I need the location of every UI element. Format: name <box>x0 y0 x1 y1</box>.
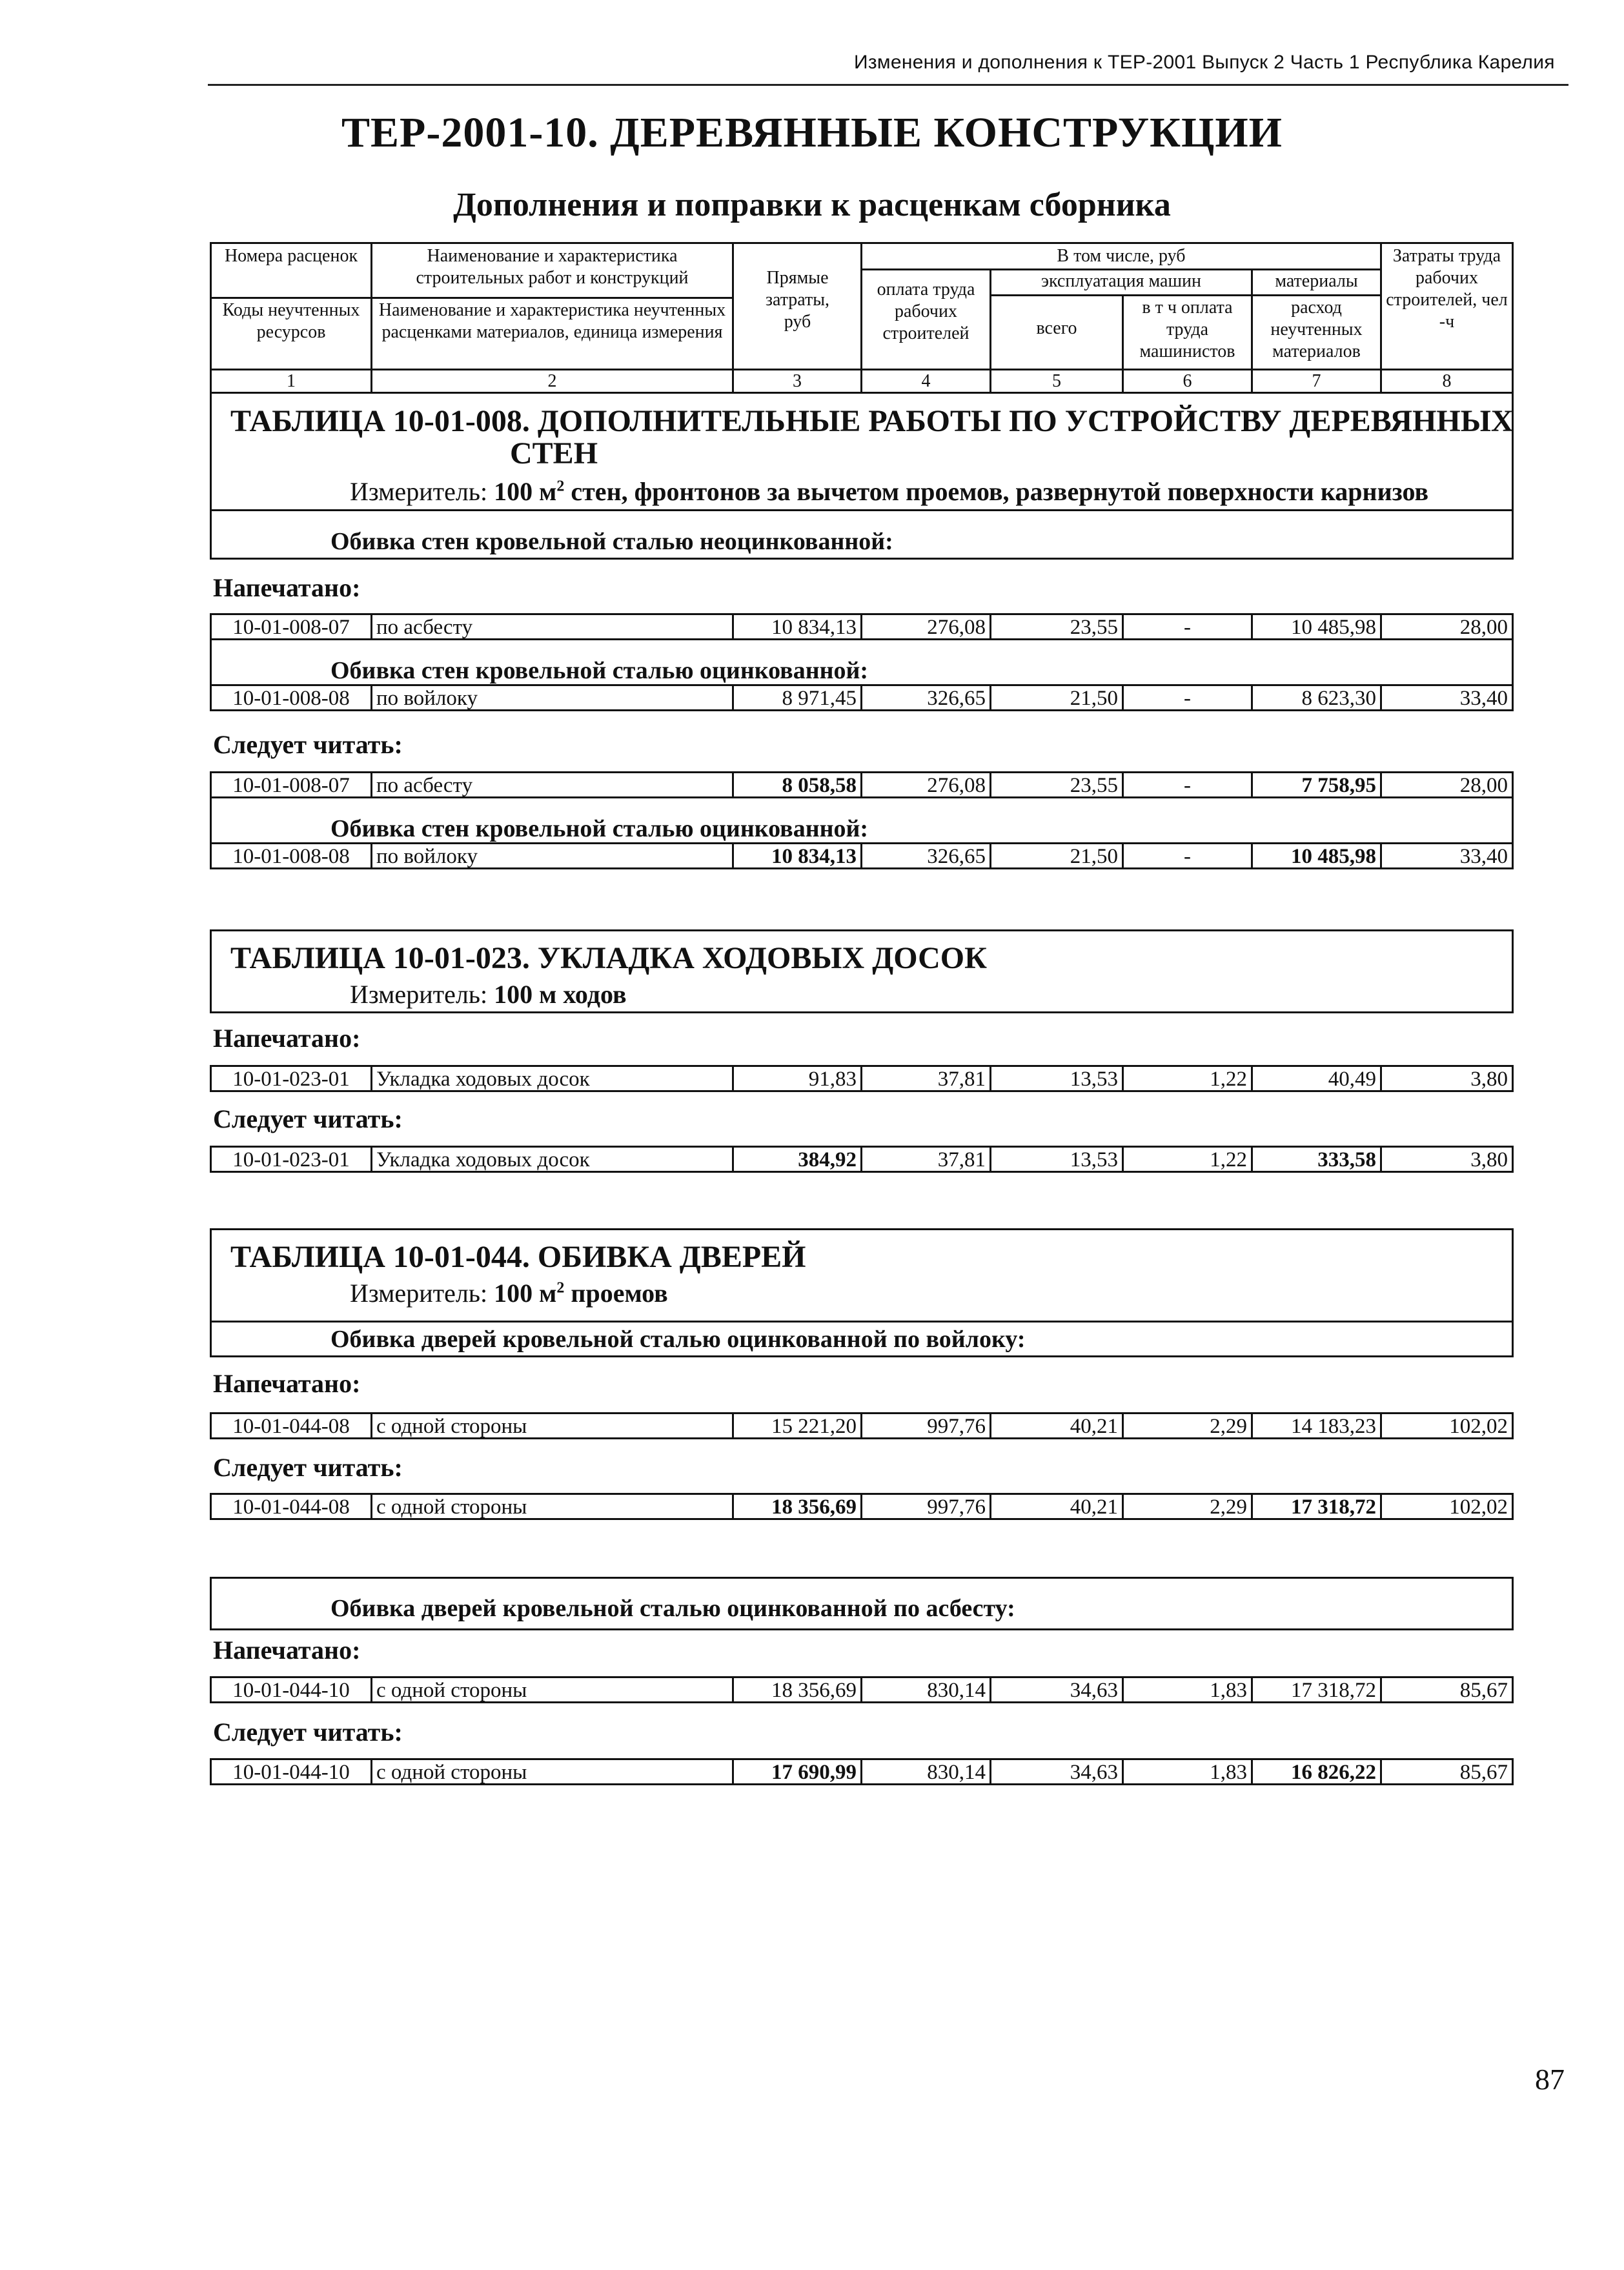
section3-meter: Измеритель: 100 $м^2$ проемов <box>350 1279 668 1308</box>
code-cell: 10-01-023-01 <box>210 1146 370 1173</box>
value-cell: 85,67 <box>1380 1676 1514 1703</box>
table-row <box>210 684 1514 711</box>
value-cell: 16 826,22 <box>1251 1758 1380 1785</box>
name-cell: Укладка ходовых досок <box>370 1146 732 1173</box>
value-cell: 17 318,72 <box>1251 1493 1380 1520</box>
value-cell: 40,49 <box>1251 1065 1380 1092</box>
value-cell: 21,50 <box>990 684 1122 711</box>
code-cell: 10-01-044-10 <box>210 1758 370 1785</box>
name-cell: Укладка ходовых досок <box>370 1065 732 1092</box>
materials-label: материалы <box>1275 271 1358 291</box>
value-cell: 102,02 <box>1380 1493 1514 1520</box>
section2-meter: Измеритель: 100 м ходов <box>350 980 627 1009</box>
table-row <box>210 1493 1514 1520</box>
col6-label: в т ч оплата труда машинистов <box>1139 298 1235 361</box>
value-cell: 15 221,20 <box>732 1412 860 1439</box>
value-cell: 3,80 <box>1380 1146 1514 1173</box>
table-header <box>210 242 1514 394</box>
printed-label: Напечатано: <box>213 1636 361 1665</box>
section1-meter: Измеритель: 100 $м^2$ стен, фронтонов за вычетом проемов, развернутой поверхности карнизов <box>350 477 1429 506</box>
table-row <box>210 1065 1514 1092</box>
name-cell: по асбесту <box>370 771 732 798</box>
table-row <box>210 1758 1514 1785</box>
code-cell: 10-01-008-08 <box>210 842 370 869</box>
page-subtitle: Дополнения и поправки к расценкам сборника <box>453 187 1171 223</box>
col3-label: Прямые затраты, руб <box>765 268 830 332</box>
name-cell: с одной стороны <box>370 1758 732 1785</box>
section2-title: ТАБЛИЦА 10-01-023. УКЛАДКА ХОДОВЫХ ДОСОК <box>230 941 987 975</box>
group-label: В том числе, руб <box>1057 246 1186 266</box>
value-cell: 333,58 <box>1251 1146 1380 1173</box>
col-number: 8 <box>1442 371 1452 391</box>
value-cell: 10 485,98 <box>1251 613 1380 640</box>
value-cell: 18 356,69 <box>732 1493 860 1520</box>
name-cell: по войлоку <box>370 842 732 869</box>
printed-label: Напечатано: <box>213 1024 361 1053</box>
value-cell: 23,55 <box>990 771 1122 798</box>
section1-title-line1: ТАБЛИЦА 10-01-008. ДОПОЛНИТЕЛЬНЫЕ РАБОТЫ ПО УСТРОЙСТВУ ДЕРЕВЯННЫХ <box>230 404 1514 438</box>
value-cell: 28,00 <box>1380 613 1514 640</box>
value-cell: 85,67 <box>1380 1758 1514 1785</box>
section3-title: ТАБЛИЦА 10-01-044. ОБИВКА ДВЕРЕЙ <box>230 1240 806 1274</box>
col-number: 1 <box>287 371 296 391</box>
section1-group2: Обивка стен кровельной сталью оцинкованной: <box>330 657 869 684</box>
value-cell: - <box>1122 684 1251 711</box>
value-cell: 17 690,99 <box>732 1758 860 1785</box>
col2-bottom-label: Наименование и характеристика неучтенных расценками материалов, единица измерения <box>378 300 726 342</box>
value-cell: 326,65 <box>860 842 990 869</box>
value-cell: 40,21 <box>990 1493 1122 1520</box>
table-row <box>210 613 1514 640</box>
value-cell: 34,63 <box>990 1676 1122 1703</box>
col-number: 4 <box>921 371 931 391</box>
code-cell: 10-01-023-01 <box>210 1065 370 1092</box>
code-cell: 10-01-008-07 <box>210 613 370 640</box>
value-cell: 18 356,69 <box>732 1676 860 1703</box>
value-cell: 8 058,58 <box>732 771 860 798</box>
value-cell: - <box>1122 842 1251 869</box>
value-cell: 10 834,13 <box>732 842 860 869</box>
should-read-label: Следует читать: <box>213 730 403 759</box>
name-cell: по войлоку <box>370 684 732 711</box>
col-number: 2 <box>547 371 557 391</box>
header-rule <box>208 84 1568 86</box>
value-cell: 830,14 <box>860 1758 990 1785</box>
name-cell: с одной стороны <box>370 1676 732 1703</box>
col5-label: всего <box>1036 318 1077 338</box>
value-cell: 8 971,45 <box>732 684 860 711</box>
col-number: 3 <box>793 371 802 391</box>
col1-bottom-label: Коды неучтенных ресурсов <box>222 300 360 342</box>
value-cell: 1,22 <box>1122 1146 1251 1173</box>
value-cell: 13,53 <box>990 1065 1122 1092</box>
value-cell: 276,08 <box>860 613 990 640</box>
section1-group2-repeat: Обивка стен кровельной сталью оцинкованной: <box>330 815 869 842</box>
value-cell: 23,55 <box>990 613 1122 640</box>
value-cell: 13,53 <box>990 1146 1122 1173</box>
machines-label: эксплуатация машин <box>1041 271 1201 291</box>
printed-label: Напечатано: <box>213 573 361 602</box>
col7-label: расход неучтенных материалов <box>1270 298 1363 361</box>
value-cell: 276,08 <box>860 771 990 798</box>
value-cell: 8 623,30 <box>1251 684 1380 711</box>
value-cell: - <box>1122 771 1251 798</box>
value-cell: 33,40 <box>1380 842 1514 869</box>
col1-top-label: Номера расценок <box>224 246 358 266</box>
page-number: 87 <box>1535 2063 1565 2096</box>
value-cell: 1,83 <box>1122 1758 1251 1785</box>
should-read-label: Следует читать: <box>213 1718 403 1747</box>
table-row <box>210 1676 1514 1703</box>
section4-group1: Обивка дверей кровельной сталью оцинкованной по асбесту: <box>330 1595 1015 1622</box>
code-cell: 10-01-044-08 <box>210 1493 370 1520</box>
table-row <box>210 1412 1514 1439</box>
value-cell: 830,14 <box>860 1676 990 1703</box>
value-cell: 28,00 <box>1380 771 1514 798</box>
value-cell: 33,40 <box>1380 684 1514 711</box>
should-read-label: Следует читать: <box>213 1104 403 1133</box>
col2-top-label: Наименование и характеристика строительных работ и конструкций <box>416 246 689 288</box>
value-cell: 37,81 <box>860 1065 990 1092</box>
value-cell: 1,83 <box>1122 1676 1251 1703</box>
col-number: 6 <box>1182 371 1192 391</box>
value-cell: 91,83 <box>732 1065 860 1092</box>
value-cell: 34,63 <box>990 1758 1122 1785</box>
section3-group1: Обивка дверей кровельной сталью оцинкованной по войлоку: <box>330 1326 1026 1353</box>
table-row <box>210 771 1514 798</box>
value-cell: 326,65 <box>860 684 990 711</box>
value-cell: 2,29 <box>1122 1412 1251 1439</box>
col-number: 7 <box>1312 371 1321 391</box>
should-read-label: Следует читать: <box>213 1453 403 1482</box>
code-cell: 10-01-008-07 <box>210 771 370 798</box>
value-cell: 384,92 <box>732 1146 860 1173</box>
name-cell: с одной стороны <box>370 1412 732 1439</box>
col8-label: Затраты труда рабочих строителей, чел -ч <box>1386 246 1508 332</box>
section1-group1: Обивка стен кровельной сталью неоцинкованной: <box>330 528 893 555</box>
section1-title-line2: СТЕН <box>510 436 598 471</box>
code-cell: 10-01-044-08 <box>210 1412 370 1439</box>
code-cell: 10-01-008-08 <box>210 684 370 711</box>
table-row <box>210 1146 1514 1173</box>
value-cell: 21,50 <box>990 842 1122 869</box>
col-number: 5 <box>1052 371 1061 391</box>
value-cell: 2,29 <box>1122 1493 1251 1520</box>
name-cell: с одной стороны <box>370 1493 732 1520</box>
value-cell: 37,81 <box>860 1146 990 1173</box>
col4-label: оплата труда рабочих строителей <box>877 279 975 343</box>
value-cell: 10 485,98 <box>1251 842 1380 869</box>
name-cell: по асбесту <box>370 613 732 640</box>
running-head: Изменения и дополнения к ТЕР-2001 Выпуск 2 Часть 1 Республика Карелия <box>854 52 1555 73</box>
value-cell: 3,80 <box>1380 1065 1514 1092</box>
page-title: ТЕР-2001-10. ДЕРЕВЯННЫЕ КОНСТРУКЦИИ <box>341 109 1283 156</box>
value-cell: 7 758,95 <box>1251 771 1380 798</box>
value-cell: 14 183,23 <box>1251 1412 1380 1439</box>
printed-label: Напечатано: <box>213 1369 361 1398</box>
value-cell: 102,02 <box>1380 1412 1514 1439</box>
table-row <box>210 842 1514 869</box>
value-cell: 997,76 <box>860 1412 990 1439</box>
value-cell: 997,76 <box>860 1493 990 1520</box>
value-cell: 17 318,72 <box>1251 1676 1380 1703</box>
code-cell: 10-01-044-10 <box>210 1676 370 1703</box>
value-cell: 10 834,13 <box>732 613 860 640</box>
value-cell: 40,21 <box>990 1412 1122 1439</box>
value-cell: 1,22 <box>1122 1065 1251 1092</box>
value-cell: - <box>1122 613 1251 640</box>
